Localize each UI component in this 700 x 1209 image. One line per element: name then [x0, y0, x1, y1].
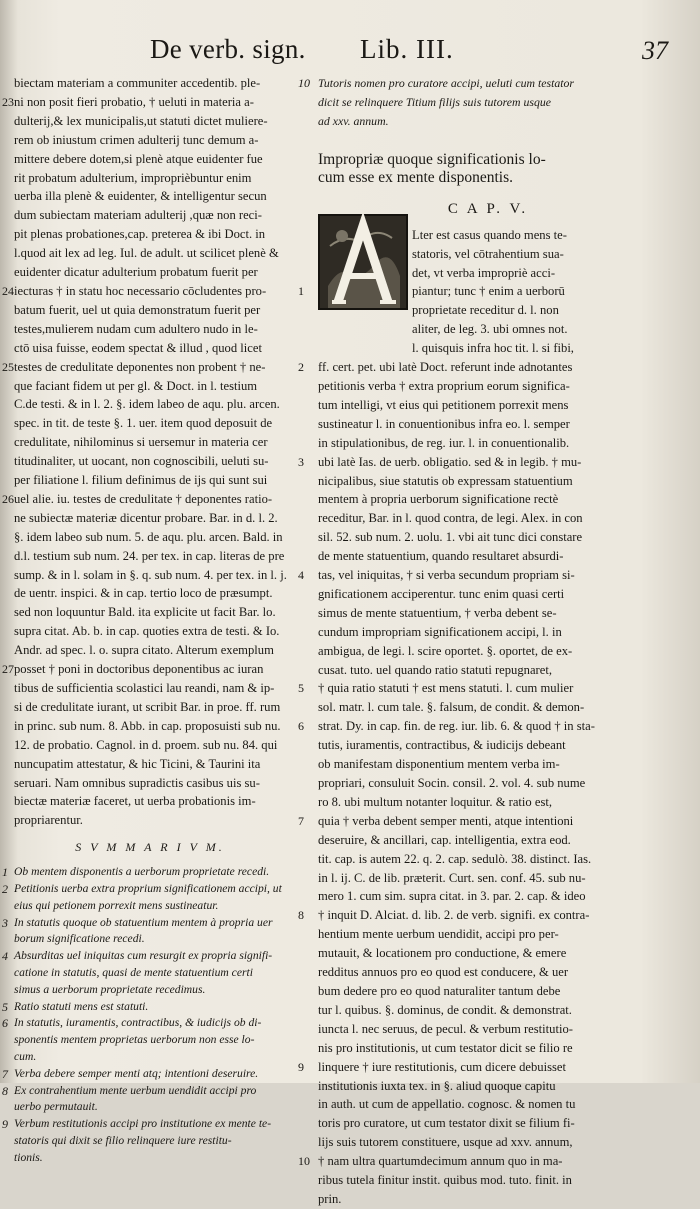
line-text: 12. de probatio. Cagnol. in d. proem. sub nu. 84. qui: [14, 737, 278, 752]
text-line: [298, 1114, 678, 1133]
text-line: [2, 698, 298, 717]
text-line: [298, 812, 678, 831]
text-line: [298, 831, 678, 850]
text-line: [2, 1116, 298, 1133]
text-line: [298, 301, 678, 320]
text-line: [298, 490, 678, 509]
text-line: [298, 661, 678, 680]
margin-number: 1: [2, 865, 8, 880]
line-text: strat. Dy. in cap. fin. de reg. iur. lib. 6. & quod † in sta-: [318, 719, 595, 734]
line-text: ubi latè Ias. de uerb. obligatio. sed & in legib. † mu-: [318, 454, 582, 469]
line-text: † nam ultra quartumdecimum annum quo in ma-: [318, 1154, 563, 1169]
text-line: [298, 396, 678, 415]
text-line: [298, 887, 678, 906]
text-line: [298, 377, 678, 396]
line-text: † quia ratio statuti † est mens statuti. l. cum mulier: [318, 681, 574, 696]
text-line: [2, 774, 298, 793]
summary-heading: S V M M A R I V M.: [75, 840, 225, 855]
line-text: nis pro institutionis, ut cum testator dicit se filio re: [318, 1040, 573, 1055]
summary-continuation: [298, 74, 678, 131]
margin-number: 26: [2, 491, 14, 506]
line-text: ambigua, de legi. l. scire oportet. §. oportet, de ex-: [318, 643, 573, 658]
line-text: tur l. quibus. §. dominus, de condit. & demonstrat.: [318, 1002, 572, 1017]
text-line: [298, 528, 678, 547]
line-text: statoris qui dixit se filio relinquere iure restitu-: [14, 1134, 232, 1147]
margin-number: 25: [2, 359, 14, 374]
margin-number: 9: [298, 1059, 304, 1074]
text-line: [2, 169, 298, 188]
line-text: mittere debere dotem,si plenè atque euidenter fue: [14, 151, 263, 166]
margin-number: 5: [2, 999, 8, 1014]
text-line: [2, 131, 298, 150]
summary-list: [2, 864, 298, 1166]
line-text: ctō uisa fuisse, eodem spectat & illud , quod licet: [14, 340, 262, 355]
line-text: deseruire, & ancillari, cap. intelligentia, extra eod.: [318, 832, 571, 847]
text-line: [298, 1077, 678, 1096]
line-text: ad xxv. annum.: [318, 113, 389, 128]
text-line: [298, 698, 678, 717]
line-text: quia † verba debent semper menti, atque intentioni: [318, 813, 574, 828]
text-line: [298, 264, 678, 283]
text-line: [298, 1133, 678, 1152]
text-line: [2, 1049, 298, 1066]
text-line: [298, 1171, 678, 1190]
text-line: [298, 1039, 678, 1058]
text-line: [2, 282, 298, 301]
text-line: [298, 717, 678, 736]
line-text: per filiatione l. filium definimus de ijs qui sunt sui: [14, 473, 268, 488]
line-text: hentium mente uerbum uendidit, accipi pro per-: [318, 927, 559, 942]
line-text: iuncta l. nec seruus, de pecul. & verbum restitutio-: [318, 1021, 573, 1036]
line-text: dum subiectam materiam adulterij ,quæ non reci-: [14, 208, 262, 223]
text-line: [2, 792, 298, 811]
text-line: [2, 225, 298, 244]
chapter-rubric: [318, 151, 678, 187]
text-line: [2, 1066, 298, 1083]
line-text: det, vt verba impropriè acci-: [412, 265, 556, 280]
text-line: [2, 377, 298, 396]
text-line: [298, 944, 678, 963]
line-text: sponentis mentem proprietas uerborum non esse lo-: [14, 1033, 255, 1047]
text-line: [298, 547, 678, 566]
margin-number: 7: [298, 813, 304, 828]
margin-number: 10: [298, 1154, 310, 1169]
margin-number: 9: [2, 1117, 8, 1132]
rubric-line: Impropriæ quoque significationis lo-: [318, 150, 546, 168]
line-text: prin.: [318, 1191, 342, 1206]
line-text: linquere † iure restitutionis, cum dicere debuisset: [318, 1059, 566, 1074]
text-line: [298, 93, 678, 112]
text-line: [298, 566, 678, 585]
text-line: [2, 931, 298, 948]
text-line: [2, 915, 298, 932]
line-text: toris pro curatore, ut cum testator dixit se filium fi-: [318, 1116, 575, 1131]
text-line: [298, 793, 678, 812]
line-text: in stipulationibus, de reg. iur. l. in conuentionalib.: [318, 435, 570, 450]
text-line: [298, 1152, 678, 1171]
line-text: rit probatum adulterium, improprièbuntur enim: [14, 170, 252, 185]
line-text: rem ob iniustum crimen adulterij tunc demum a-: [14, 132, 259, 147]
line-text: bum dedere pro eo quod naturaliter tantum debe: [318, 983, 561, 998]
text-line: [298, 774, 678, 793]
line-text: tionis.: [14, 1150, 43, 1164]
text-line: [2, 395, 298, 414]
line-text: petitionis verba † extra proprium eorum significa-: [318, 378, 570, 393]
text-line: [2, 74, 298, 93]
line-text: Absurditas uel iniquitas cum resurgit ex propria signifi-: [14, 949, 273, 963]
line-text: redditus annuos pro eo quod est conducere, & uer: [318, 965, 569, 980]
margin-number: 10: [298, 76, 310, 90]
line-text: sol. matr. l. cum tale. §. falsum, de condit. & demon-: [318, 700, 585, 715]
line-text: piantur; tunc † enim a uerborū: [412, 284, 565, 299]
line-text: euidenter dicatur adulterium probatum fuerit per: [14, 265, 258, 280]
text-line: [298, 642, 678, 661]
margin-number: 4: [2, 949, 8, 964]
text-line: [2, 717, 298, 736]
text-line: [298, 850, 678, 869]
margin-number: 4: [298, 568, 304, 583]
line-text: in auth. ut cum de appellatio. cognosc. & nomen tu: [318, 1097, 576, 1112]
line-text: ob manifestam disponentium mentem verba im-: [318, 757, 560, 772]
text-line: [2, 547, 298, 566]
text-line: [298, 434, 678, 453]
text-line: [2, 982, 298, 999]
line-text: institutionis iuxta tex. in §. aliud quoque capitu: [318, 1078, 556, 1093]
line-text: l.quod ait lex ad leg. Iul. de adult. ut scilicet plenè &: [14, 246, 279, 261]
text-line: [2, 433, 298, 452]
line-text: in princ. sub num. 8. Abb. in cap. proposuisti sub nu.: [14, 718, 281, 733]
line-text: cusat. tuto. uel quando ratio statuti repugnaret,: [318, 662, 552, 677]
text-line: [2, 660, 298, 679]
text-line: [298, 415, 678, 434]
text-line: [2, 755, 298, 774]
line-text: testes de credulitate deponentes non probent † ne-: [14, 359, 266, 374]
line-text: de mente statuentium, quando resultaret absurdi-: [318, 549, 564, 564]
line-text: ne subiectæ materiæ dicentur probare. Bar. in d. l. 2.: [14, 510, 278, 525]
text-line: [298, 604, 678, 623]
text-line: [298, 472, 678, 491]
text-line: [2, 301, 298, 320]
line-text: tutis, iuramentis, contractibus, & iudicijs debeant: [318, 738, 566, 753]
text-line: [298, 1020, 678, 1039]
line-text: uel alie. iu. testes de credulitate † deponentes ratio-: [14, 491, 273, 506]
line-text: propriarentur.: [14, 813, 83, 828]
line-text: Ob mentem disponentis a uerborum proprietate recedi.: [14, 865, 270, 879]
line-text: nuncupatim attestatur, & hic Ticini, & Taurini ita: [14, 756, 261, 771]
line-text: proprietate receditur d. l. non: [412, 303, 559, 318]
text-line: [298, 679, 678, 698]
text-line: [298, 982, 678, 1001]
line-text: sump. & in l. solam in §. q. sub num. 4. per tex. in l. j.: [14, 567, 287, 582]
line-text: posset † poni in doctoribus deponentibus ac iuran: [14, 662, 264, 677]
text-line: [298, 906, 678, 925]
line-text: sil. 52. sub num. 2. uolu. 1. vbi ait tunc dici constare: [318, 530, 583, 545]
text-line: [298, 453, 678, 472]
text-line: [298, 339, 678, 358]
text-line: [2, 864, 298, 881]
text-line: [298, 1001, 678, 1020]
text-line: [2, 244, 298, 263]
text-line: [2, 1099, 298, 1116]
line-text: iecturas † in statu hoc necessario cōcludentes pro-: [14, 283, 267, 298]
text-line: [2, 898, 298, 915]
page-header: [150, 34, 680, 74]
margin-number: 23: [2, 94, 14, 109]
line-text: nicipalibus, siue statutis ob expressam statuentium: [318, 473, 573, 488]
text-line: [298, 623, 678, 642]
margin-number: 7: [2, 1066, 8, 1081]
margin-number: 2: [2, 882, 8, 897]
line-text: tit. cap. is autem 22. q. 2. cap. sedulò. 38. distinct. Ias.: [318, 851, 592, 866]
line-text: Petitionis uerba extra proprium significationem accipi, ut: [14, 882, 282, 896]
line-text: spec. in tit. de teste §. 1. uer. item quod deposuit de: [14, 416, 273, 431]
line-text: † inquit D. Alciat. d. lib. 2. de verb. signifi. ex contra-: [318, 908, 590, 923]
text-line: [2, 1015, 298, 1032]
text-line: [298, 112, 678, 131]
text-line: [2, 881, 298, 898]
line-text: propriari, consuluit Socin. consil. 2. vol. 4. sub nume: [318, 776, 586, 790]
line-text: batum fuerit, uel ut quia demonstratum fuerit per: [14, 302, 261, 317]
text-line: [298, 282, 678, 301]
text-line: [2, 509, 298, 528]
text-line: [298, 226, 678, 245]
text-line: [2, 811, 298, 830]
line-text: borum significatione recedi.: [14, 932, 145, 946]
text-line: [2, 414, 298, 433]
margin-number: 24: [2, 283, 14, 298]
page-number: 37: [642, 36, 668, 65]
text-line: [2, 584, 298, 603]
text-line: [2, 736, 298, 755]
line-text: uerba illa plenè & euidenter, & intelligentur secun: [14, 189, 267, 204]
text-line: [2, 622, 298, 641]
line-text: tas, vel iniquitas, † si verba secundum propriam si-: [318, 568, 575, 583]
margin-number: 27: [2, 662, 14, 677]
text-line: [298, 736, 678, 755]
line-text: mutauit, & locationem pro conductione, & emere: [318, 946, 567, 961]
text-line: [2, 206, 298, 225]
line-text: mentem à propria uerborum significatione rectè: [318, 492, 559, 507]
line-text: cum.: [14, 1050, 37, 1064]
line-text: que faciant fidem ut per gl. & Doct. in l. testium: [14, 378, 258, 393]
text-line: [2, 320, 298, 339]
text-line: [298, 1058, 678, 1077]
margin-number: 8: [2, 1083, 8, 1098]
line-text: eius qui petionem porrexit mens sustineatur.: [14, 898, 219, 912]
line-text: uerbo permutauit.: [14, 1100, 98, 1114]
line-text: Andr. ad spec. l. o. supra citato. Alterum exemplum: [14, 643, 274, 658]
text-line: [2, 112, 298, 131]
line-text: tibus de sufficientia scolastici lau reandi, nam & ip-: [14, 681, 275, 695]
right-body-text: [298, 226, 678, 1209]
text-line: [298, 320, 678, 339]
text-line: [2, 358, 298, 377]
line-text: Ex contrahentium mente uerbum uendidit accipi pro: [14, 1083, 257, 1097]
line-text: cundum impropriam significationem accipi, l. in: [318, 624, 562, 639]
line-text: Tutoris nomen pro curatore accipi, ueluti cum testator: [318, 76, 575, 90]
text-line: [2, 490, 298, 509]
margin-number: 3: [298, 454, 304, 469]
line-text: pit plenas probationes,cap. preterea & ibi Doct. in: [14, 227, 266, 242]
text-line: [2, 965, 298, 982]
left-column: [2, 74, 298, 1167]
line-text: biectam materiam a communiter accedentib. ple-: [14, 76, 261, 90]
line-text: Ratio statuti mens est statuti.: [14, 999, 149, 1013]
rubric-line: cum esse ex mente disponentis.: [318, 168, 513, 186]
text-line: [2, 339, 298, 358]
text-line: [2, 603, 298, 622]
text-line: [298, 1190, 678, 1209]
running-title: De verb. sign.: [150, 34, 306, 64]
text-line: [2, 471, 298, 490]
text-line: [2, 93, 298, 112]
text-line: [2, 948, 298, 965]
line-text: C.de testi. & in l. 2. §. idem labeo de aqu. plu. arcen.: [14, 397, 280, 412]
line-text: l. quisquis infra hoc tit. l. si fibi,: [412, 341, 574, 356]
line-text: tum intelligi, vt eius qui petitionem porrexit mens: [318, 397, 569, 412]
text-line: [2, 452, 298, 471]
line-text: supra citat. Ab. b. in cap. quoties extra de testi. & Io.: [14, 624, 280, 639]
line-text: credulitate, nihilominus si uersemur in materia cer: [14, 435, 268, 450]
text-line: [2, 566, 298, 585]
margin-number: 1: [298, 284, 304, 299]
text-line: [2, 187, 298, 206]
line-text: sed non loquuntur Bald. ita explicite ut facit Bar. lo.: [14, 605, 276, 620]
text-line: [2, 999, 298, 1016]
line-text: Verba debere semper menti atq; intentioni deseruire.: [14, 1066, 259, 1080]
text-line: [2, 679, 298, 698]
margin-number: 5: [298, 681, 304, 696]
margin-number: 3: [2, 915, 8, 930]
running-book: Lib. III.: [360, 34, 454, 64]
text-line: [298, 925, 678, 944]
text-line: [2, 528, 298, 547]
left-body-text: [2, 74, 298, 830]
text-line: [298, 869, 678, 888]
margin-number: 8: [298, 908, 304, 923]
line-text: §. idem labeo sub num. 5. de aqu. plu. arcen. Bald. in: [14, 529, 283, 544]
right-column: [298, 74, 678, 1209]
text-line: [2, 1032, 298, 1049]
line-text: simus a uerborum proprietate recedimus.: [14, 982, 206, 996]
margin-number: 2: [298, 360, 304, 375]
text-line: [2, 150, 298, 169]
line-text: In statutis quoque ob statuentium mentem à propria uer: [14, 915, 273, 929]
line-text: Lter est casus quando mens te-: [412, 227, 567, 242]
line-text: testes,mulierem nudam cum adultero nudo in le-: [14, 321, 258, 336]
text-line: [298, 358, 678, 377]
line-text: si de credulitate iurant, ut scribit Bar. in proe. ff. rum: [14, 699, 281, 714]
line-text: dulterij,& lex municipalis,ut statuti dictet muliere-: [14, 113, 268, 128]
line-text: mero 1. cum sim. supra citat. in 3. par. 2. cap. & ideo: [318, 889, 586, 904]
text-line: [298, 1095, 678, 1114]
text-line: [2, 263, 298, 282]
line-text: ff. cert. pet. ubi latè Doct. referunt inde adnotantes: [318, 360, 573, 375]
line-text: in l. ij. C. de lib. præterit. Curt. sen. conf. 45. sub nu-: [318, 870, 586, 885]
line-text: ribus tutela finitur instit. quibus mod. tuto. finit. in: [318, 1173, 572, 1188]
line-text: d.l. testium sub num. 24. per tex. in cap. literas de pre: [14, 548, 285, 563]
line-text: catione in statutis, quasi de mente statuentium certi: [14, 966, 253, 980]
line-text: dicit se relinquere Titium filijs suis tutorem usque: [318, 94, 551, 109]
line-text: lijs suis tutorem constituere, usque ad xxv. annum,: [318, 1135, 573, 1150]
text-line: [2, 1083, 298, 1100]
line-text: ro 8. ubi multum notanter loquitur. & ratio est,: [318, 794, 553, 809]
text-line: [298, 755, 678, 774]
line-text: In statutis, iuramentis, contractibus, & iudicijs ob di-: [14, 1016, 262, 1030]
line-text: ni non posit fieri probatio, † ueluti in materia a-: [14, 94, 254, 109]
line-text: simus de mente statuentium, † verba debent se-: [318, 605, 557, 620]
line-text: statoris, vel cōtrahentium sua-: [412, 246, 564, 261]
line-text: biectæ materiæ faceret, ut uerba probationis im-: [14, 794, 256, 809]
text-line: [298, 74, 678, 93]
text-line: [298, 245, 678, 264]
margin-number: 6: [298, 719, 304, 734]
line-text: aliter, de leg. 3. ubi omnes not.: [412, 322, 568, 337]
text-line: [298, 585, 678, 604]
text-line: [2, 1133, 298, 1150]
text-line: [2, 641, 298, 660]
margin-number: 6: [2, 1016, 8, 1031]
line-text: sustineatur l. in conuentionibus infra eo. l. semper: [318, 416, 570, 431]
line-text: receditur, Bar. in l. quod contra, de legi. Alex. in con: [318, 511, 583, 526]
line-text: Verbum restitutionis accipi pro institutione ex mente te-: [14, 1117, 272, 1131]
line-text: de uentr. inspici. & in cap. tertio loco de præsumpt.: [14, 586, 273, 601]
line-text: seruari. Nam omnibus supradictis casibus uis su-: [14, 775, 260, 790]
text-line: [298, 963, 678, 982]
line-text: gnificationem acciperentur. tunc enim quasi certi: [318, 586, 565, 601]
chapter-heading: C A P. V.: [447, 200, 529, 217]
text-line: [298, 509, 678, 528]
text-line: [2, 1150, 298, 1167]
line-text: titudinaliter, ut uocant, non cognoscibili, ueluti su-: [14, 454, 269, 469]
